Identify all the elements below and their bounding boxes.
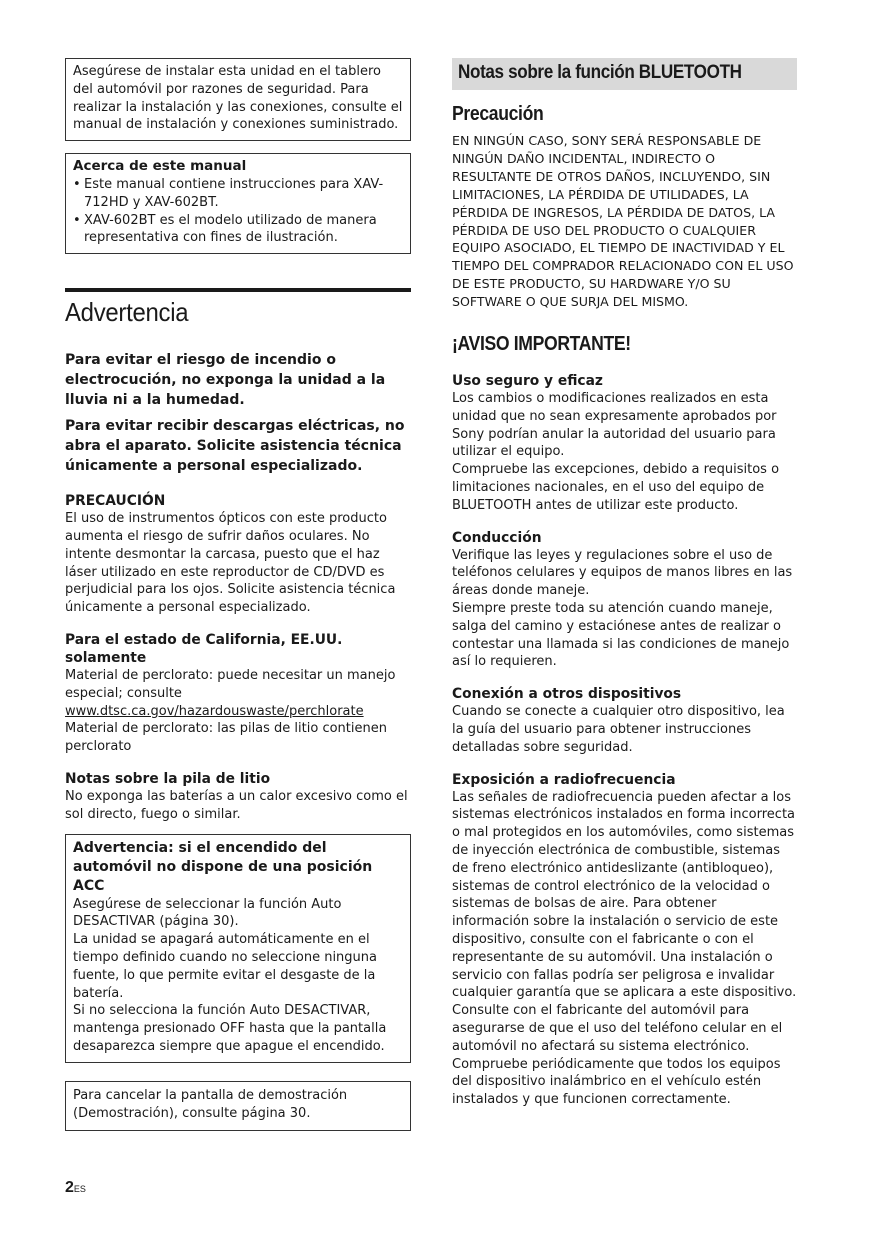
- manual-bullet-1: [73, 176, 403, 212]
- driving-p2: Siempre preste toda su atención cuando maneje, salga del camino y estaciónese antes de realizar o contestar una llamada si las condiciones de manejo así lo requieren.: [452, 601, 790, 670]
- safe-use-p1: Los cambios o modificaciones realizados en esta unidad que no sean expresamente aprobados por Sony podrían anular la autoridad del usuario para utilizar el equipo.: [452, 391, 777, 460]
- page-number-value: 2: [65, 1179, 74, 1196]
- acc-warning-p2: La unidad se apagará automáticamente en el tiempo definido cuando no seleccione ninguna fuente, lo que permite evitar el desgaste de la batería.: [73, 932, 377, 1001]
- rf-exposure-p1: Las señales de radiofrecuencia pueden afectar a los sistemas electrónicos instalados en forma incorrecta o mal protegidos en los automóviles, como sistemas de inyección electrónica de combustible, sistemas de freno electrónico antideslizante (antibloqueo), sistemas de control electrónico de la velocidad o sistemas de bolsas de aire. Para obtener información sobre la instalación o servicio de este dispositivo, consulte con el fabricante o con el representante de su automóvil. Una instalación o servicio con fallas podría ser peligrosa e invalidar cualquier garantía que se aplicara a este dispositivo.: [452, 789, 797, 1001]
- bullet-icon: •: [73, 176, 81, 192]
- connection-p1: Cuando se conecte a cualquier otro dispositivo, lea la guía del usuario para obtener instrucciones detalladas sobre seguridad.: [452, 704, 785, 755]
- acc-warning-box: [65, 834, 411, 1063]
- install-notice-text: Asegúrese de instalar esta unidad en el tablero del automóvil por razones de seguridad. Para realizar la instalación y las conexiones, consulte el manual de instalación y conexiones suministrado.: [73, 64, 403, 133]
- page-number: [65, 1179, 86, 1197]
- warning-heading: Advertencia: [65, 297, 189, 328]
- right-column: [452, 58, 797, 1109]
- manual-bullet-2: [73, 212, 403, 248]
- important-notice-heading-text: ¡AVISO IMPORTANTE!: [452, 333, 631, 356]
- install-notice-box: [65, 58, 411, 141]
- bluetooth-notes-banner: [452, 58, 797, 90]
- california-text: [65, 667, 411, 756]
- demo-cancel-text: Para cancelar la pantalla de demostración (Demostración), consulte página 30.: [73, 1087, 348, 1121]
- rf-exposure-heading: Exposición a radiofrecuencia: [452, 771, 676, 788]
- manual-bullet-1-text: Este manual contiene instrucciones para XAV-712HD y XAV-602BT.: [84, 176, 384, 210]
- important-notice-heading: [452, 333, 797, 356]
- precaution-heading-text: Precaución: [452, 103, 544, 125]
- perchlorate-link[interactable]: www.dtsc.ca.gov/hazardouswaste/perchlorate: [65, 703, 364, 719]
- rf-exposure-p3: Compruebe periódicamente que todos los equipos del dispositivo inalámbrico en el vehículo estén instalados y que funcionen correctamente.: [452, 1056, 781, 1108]
- precaution-heading: [452, 103, 797, 126]
- bluetooth-notes-title: Notas sobre la función BLUETOOTH: [458, 62, 742, 83]
- acc-warning-p1: Asegúrese de seleccionar la función Auto DESACTIVAR (página 30).: [73, 896, 342, 930]
- demo-cancel-box: [65, 1081, 411, 1132]
- safe-use-heading: Uso seguro y eficaz: [452, 373, 603, 390]
- bullet-icon: •: [73, 212, 81, 228]
- page-language-code: ES: [73, 1184, 86, 1194]
- california-line-2: Material de perclorato: las pilas de litio contienen perclorato: [65, 721, 387, 755]
- precaucion-heading: PRECAUCIÓN: [65, 493, 166, 510]
- warning-fire-text: Para evitar el riesgo de incendio o electrocución, no exponga la unidad a la lluvia ni a la humedad.: [65, 352, 386, 409]
- safe-use-p2: Compruebe las excepciones, debido a requisitos o limitaciones nacionales, en el uso del equipo de BLUETOOTH antes de utilizar este producto.: [452, 462, 780, 513]
- rf-exposure-p2: Consulte con el fabricante del automóvil para asegurarse de que el uso del teléfono celular en el automóvil no afectará su sistema electrónico.: [452, 1003, 783, 1054]
- liability-disclaimer: EN NINGÚN CASO, SONY SERÁ RESPONSABLE DE NINGÚN DAÑO INCIDENTAL, INDIRECTO O RESULTANTE DE OTROS DAÑOS, INCLUYENDO, SIN LIMITACIONES, LA PÉRDIDA DE UTILIDADES, LA PÉRDIDA DE INGRESOS, LA PÉRDIDA DE DATOS, LA PÉRDIDA DE USO DEL PRODUCTO O CUALQUIER EQUIPO ASOCIADO, EL TIEMPO DE INACTIVIDAD Y EL TIEMPO DEL COMPRADOR RELACIONADO CON EL USO DE ESTE PRODUCTO, SU HARDWARE Y/O SU SOFTWARE O QUE SURJA DEL MISMO.: [452, 133, 794, 310]
- acc-warning-p3: Si no selecciona la función Auto DESACTIVAR, mantenga presionado OFF hasta que la pantalla desaparezca siempre que apague el encendido.: [73, 1003, 387, 1054]
- section-divider: [65, 288, 411, 292]
- litio-text: No exponga las baterías a un calor excesivo como el sol directo, fuego o similar.: [65, 788, 408, 822]
- manual-info-title: Acerca de este manual: [73, 158, 247, 175]
- driving-heading: Conducción: [452, 529, 542, 546]
- california-line-1: Material de perclorato: puede necesitar un manejo especial; consulte: [65, 667, 396, 701]
- litio-heading: Notas sobre la pila de litio: [65, 770, 271, 787]
- manual-info-box: [65, 153, 411, 254]
- connection-heading: Conexión a otros dispositivos: [452, 686, 682, 703]
- left-column: [65, 58, 411, 1143]
- manual-bullet-2-text: XAV-602BT es el modelo utilizado de manera representativa con fines de ilustración.: [84, 212, 377, 246]
- acc-warning-title: Advertencia: si el encendido del automóvil no dispone de una posición ACC: [73, 839, 373, 894]
- warning-shock-text: Para evitar recibir descargas eléctricas, no abra el aparato. Solicite asistencia técnica únicamente a personal especializado.: [65, 418, 405, 475]
- california-heading: Para el estado de California, EE.UU. solamente: [65, 631, 343, 666]
- precaucion-text: El uso de instrumentos ópticos con este producto aumenta el riesgo de sufrir daños oculares. No intente desmontar la carcasa, puesto que el haz láser utilizado en este reproductor de CD/DVD es perjudicial para los ojos. Solicite asistencia técnica únicamente a personal especializado.: [65, 511, 396, 616]
- driving-p1: Verifique las leyes y regulaciones sobre el uso de teléfonos celulares y equipos de manos libres en las áreas donde maneje.: [452, 547, 793, 599]
